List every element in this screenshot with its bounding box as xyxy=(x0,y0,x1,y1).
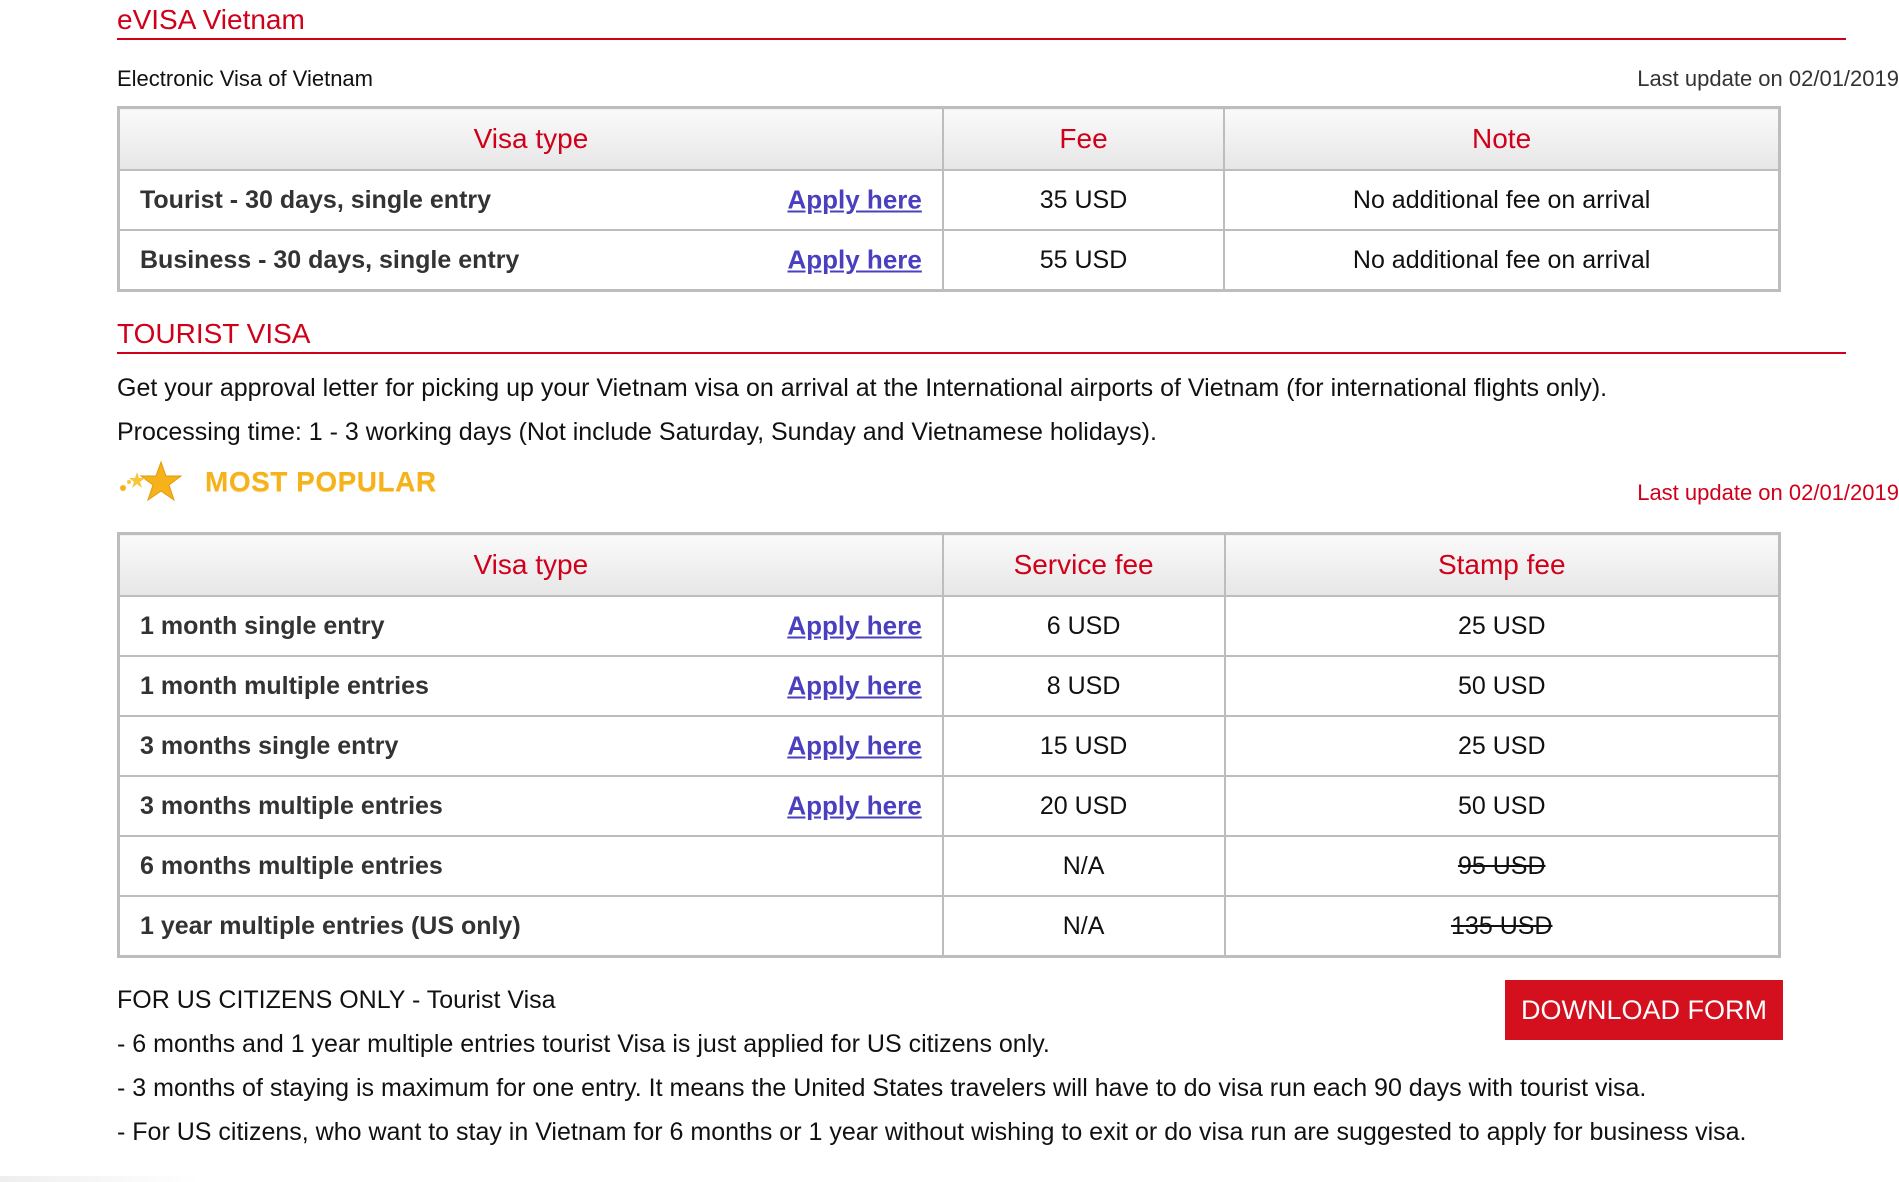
table-header-row xyxy=(119,108,1780,171)
service-fee-cell: 6 USD xyxy=(943,596,1225,656)
stamp-fee-cell: 50 USD xyxy=(1225,656,1780,716)
header-fee: Fee xyxy=(943,108,1224,171)
processing-time: Processing time: 1 - 3 working days (Not include Saturday, Sunday and Vietnamese holidays). xyxy=(117,418,1157,446)
evisa-section-title xyxy=(117,0,1846,40)
us-note-2: - 3 months of staying is maximum for one entry. It means the United States travelers will have to do visa run each 90 days with tourist visa. xyxy=(117,1074,1647,1102)
header-visa-type: Visa type xyxy=(119,534,943,597)
service-fee-cell: N/A xyxy=(943,836,1225,896)
visa-type-cell xyxy=(119,656,943,716)
service-fee-cell: 8 USD xyxy=(943,656,1225,716)
evisa-title: eVISA Vietnam xyxy=(117,4,305,35)
stamp-fee-strikethrough: 95 USD xyxy=(1457,851,1546,880)
stamp-fee-cell xyxy=(1225,896,1780,957)
stamp-fee-strikethrough: 135 USD xyxy=(1451,911,1553,940)
evisa-subtitle: Electronic Visa of Vietnam xyxy=(117,66,373,91)
most-popular-row xyxy=(117,454,1899,514)
table-row xyxy=(119,596,1780,656)
tourist-section-title xyxy=(117,314,1846,354)
visa-type-label: Business - 30 days, single entry xyxy=(140,245,520,274)
tourist-last-update: Last update on 02/01/2019 xyxy=(1637,480,1899,505)
evisa-table xyxy=(117,106,1781,292)
table-row xyxy=(119,656,1780,716)
note-cell: No additional fee on arrival xyxy=(1224,230,1779,291)
stamp-fee-cell: 25 USD xyxy=(1225,716,1780,776)
tourist-title: TOURIST VISA xyxy=(117,318,311,349)
visa-type-cell xyxy=(119,170,943,230)
table-row xyxy=(119,716,1780,776)
evisa-last-update: Last update on 02/01/2019 xyxy=(1637,66,1899,91)
tourist-table xyxy=(117,532,1781,958)
apply-here-link[interactable]: Apply here xyxy=(787,610,922,641)
apply-here-link[interactable]: Apply here xyxy=(787,670,922,701)
visa-type-label: 6 months multiple entries xyxy=(140,851,443,880)
visa-type-label: 1 year multiple entries (US only) xyxy=(140,911,521,940)
table-row xyxy=(119,230,1780,291)
visa-type-label: Tourist - 30 days, single entry xyxy=(140,185,492,214)
apply-here-link[interactable]: Apply here xyxy=(787,184,922,215)
us-heading: FOR US CITIZENS ONLY - Tourist Visa xyxy=(117,986,556,1014)
table-header-row xyxy=(119,534,1780,597)
visa-type-label: 1 month multiple entries xyxy=(140,671,429,700)
visa-type-label: 3 months single entry xyxy=(140,731,399,760)
visa-type-label: 1 month single entry xyxy=(140,611,385,640)
header-note: Note xyxy=(1224,108,1779,171)
header-stamp-fee: Stamp fee xyxy=(1225,534,1780,597)
download-form-button[interactable]: DOWNLOAD FORM xyxy=(1505,980,1783,1040)
header-service-fee: Service fee xyxy=(943,534,1225,597)
us-note-3: - For US citizens, who want to stay in Vietnam for 6 months or 1 year without wishing to exit or do visa run are suggested to apply for business visa. xyxy=(117,1118,1747,1146)
service-fee-cell: 15 USD xyxy=(943,716,1225,776)
us-citizens-section xyxy=(117,978,1846,1154)
apply-here-link[interactable]: Apply here xyxy=(787,730,922,761)
us-note-1: - 6 months and 1 year multiple entries tourist Visa is just applied for US citizens only. xyxy=(117,1030,1050,1058)
tourist-description: Get your approval letter for picking up your Vietnam visa on arrival at the International airports of Vietnam (for international flights only). xyxy=(117,374,1608,402)
table-row xyxy=(119,776,1780,836)
table-row xyxy=(119,896,1780,957)
visa-type-cell xyxy=(119,836,943,896)
apply-here-link[interactable]: Apply here xyxy=(787,790,922,821)
visa-type-cell xyxy=(119,896,943,957)
evisa-subtitle-row xyxy=(117,40,1899,91)
most-popular-label: MOST POPULAR xyxy=(205,466,437,497)
visa-type-cell xyxy=(119,716,943,776)
header-visa-type: Visa type xyxy=(119,108,943,171)
visa-type-cell xyxy=(119,596,943,656)
star-icon xyxy=(117,458,187,508)
service-fee-cell: 20 USD xyxy=(943,776,1225,836)
stamp-fee-cell: 25 USD xyxy=(1225,596,1780,656)
stamp-fee-cell xyxy=(1225,836,1780,896)
service-fee-cell: N/A xyxy=(943,896,1225,957)
fee-cell: 55 USD xyxy=(943,230,1224,291)
visa-type-cell xyxy=(119,230,943,291)
visa-type-label: 3 months multiple entries xyxy=(140,791,443,820)
apply-here-link[interactable]: Apply here xyxy=(787,244,922,275)
table-row xyxy=(119,836,1780,896)
note-cell: No additional fee on arrival xyxy=(1224,170,1779,230)
bottom-fade xyxy=(0,1176,200,1182)
visa-type-cell xyxy=(119,776,943,836)
section-divider xyxy=(117,352,1846,354)
stamp-fee-cell: 50 USD xyxy=(1225,776,1780,836)
fee-cell: 35 USD xyxy=(943,170,1224,230)
table-row xyxy=(119,170,1780,230)
